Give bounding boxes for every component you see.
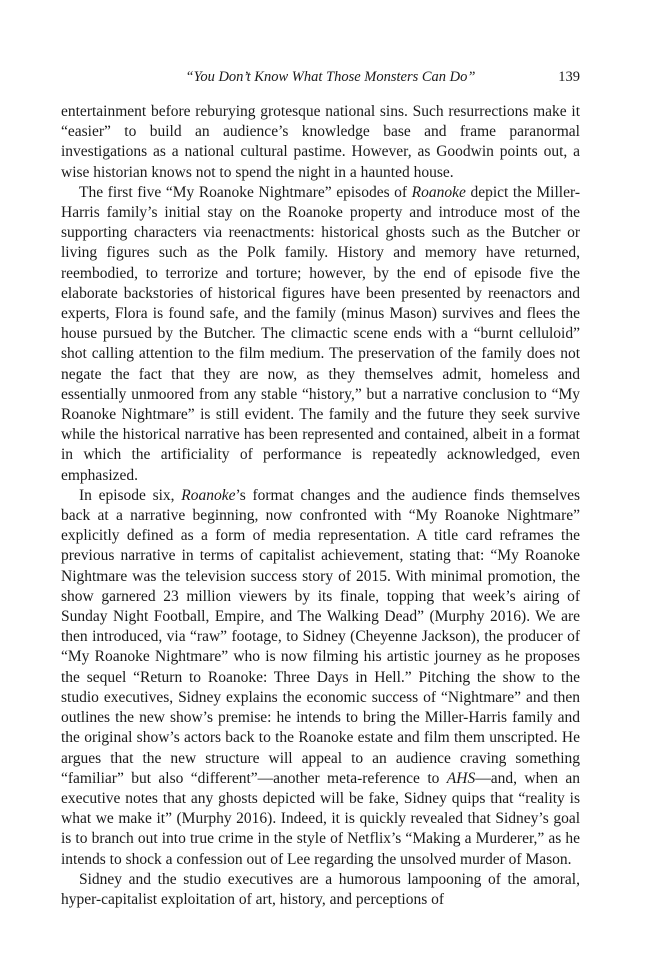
- paragraph-1: [61, 102, 580, 183]
- paragraph-2: [61, 183, 580, 486]
- paragraph-text: depict the Miller-Harris family’s initial stay on the Roanoke property and introduce most of the supporting characters via reenactments: historical ghosts such as the Butcher or living figures such as the Polk family. History and memory have returned, reembodied, to terrorize and torture; however, by the end of episode five the elaborate backstories of historical figures have been presented by reenactors and experts, Flora is found safe, and the family (minus Mason) survives and flees the house pursued by the Butcher. The climactic scene ends with a “burnt celluloid” shot calling attention to the film medium. The preservation of the family does not negate the fact that they are now, as they themselves admit, homeless and essentially unmoored from any stable “history,” but a narrative conclusion to “My Roanoke Nightmare” is still evident. The family and the future they seek survive while the historical narrative has been represented and contained, albeit in a format in which the artificiality of performance is repeatedly acknowledged, even emphasized.: [61, 183, 580, 484]
- paragraph-text: Sidney and the studio executives are a humorous lampooning of the amoral, hyper-capitalist exploitation of art, history, and perceptions of: [61, 870, 580, 908]
- paragraph-text: entertainment before reburying grotesque national sins. Such resurrections make it “easier” to build an audience’s knowledge base and frame paranormal investigations as a national cultural pastime. However, as Goodwin points out, a wise historian knows not to spend the night in a haunted house.: [61, 103, 580, 181]
- paragraph-3: [61, 486, 580, 870]
- running-head: [61, 68, 580, 90]
- paragraph-text: —and, when an executive notes that any ghosts depicted will be fake, Sidney quips that “reality is what we make it” (Murphy 2016). Indeed, it is quickly revealed that Sidney’s goal is to branch out into true crime in the style of Netflix’s “Making a Murderer,” as he intends to shock a confession out of Lee regarding the unsolved murder of Mason.: [61, 769, 580, 868]
- paragraph-text: ’s format changes and the audience finds themselves back at a narrative beginning, now confronted with “My Roanoke Nightmare” explicitly defined as a form of media representation. A title card reframes the previous narrative in terms of capitalist achievement, stating that: “My Roanoke Nightmare was the television success story of 2015. With minimal promotion, the show garnered 23 million viewers by its finale, topping that week’s airing of Sunday Night Football, Empire, and The Walking Dead” (Murphy 2016). We are then introduced, via “raw” footage, to Sidney (Cheyenne Jackson), the producer of “My Roanoke Nightmare” who is now filming his artistic journey as he proposes the sequel “Return to Roanoke: Three Days in Hell.” Pitching the show to the studio executives, Sidney explains the economic success of “Nightmare” and then outlines the new show’s premise: he intends to bring the Miller-Harris family and the original show’s actors back to the Roanoke estate and film them unscripted. He argues that the new structure will appeal to an audience craving something “familiar” but also “different”—another meta-reference to: [61, 486, 580, 787]
- paragraph-text: The first five “My Roanoke Nightmare” episodes of: [79, 183, 412, 201]
- italic-title-ahs: AHS: [446, 769, 476, 787]
- book-page: [61, 68, 580, 910]
- italic-title-roanoke: Roanoke: [411, 183, 466, 201]
- paragraph-text: In episode six,: [79, 486, 182, 504]
- page-number: 139: [558, 69, 580, 85]
- body-text: [61, 102, 580, 910]
- italic-title-roanoke: Roanoke: [181, 486, 236, 504]
- running-title: “You Don’t Know What Those Monsters Can Do”: [185, 69, 476, 85]
- paragraph-4: [61, 870, 580, 910]
